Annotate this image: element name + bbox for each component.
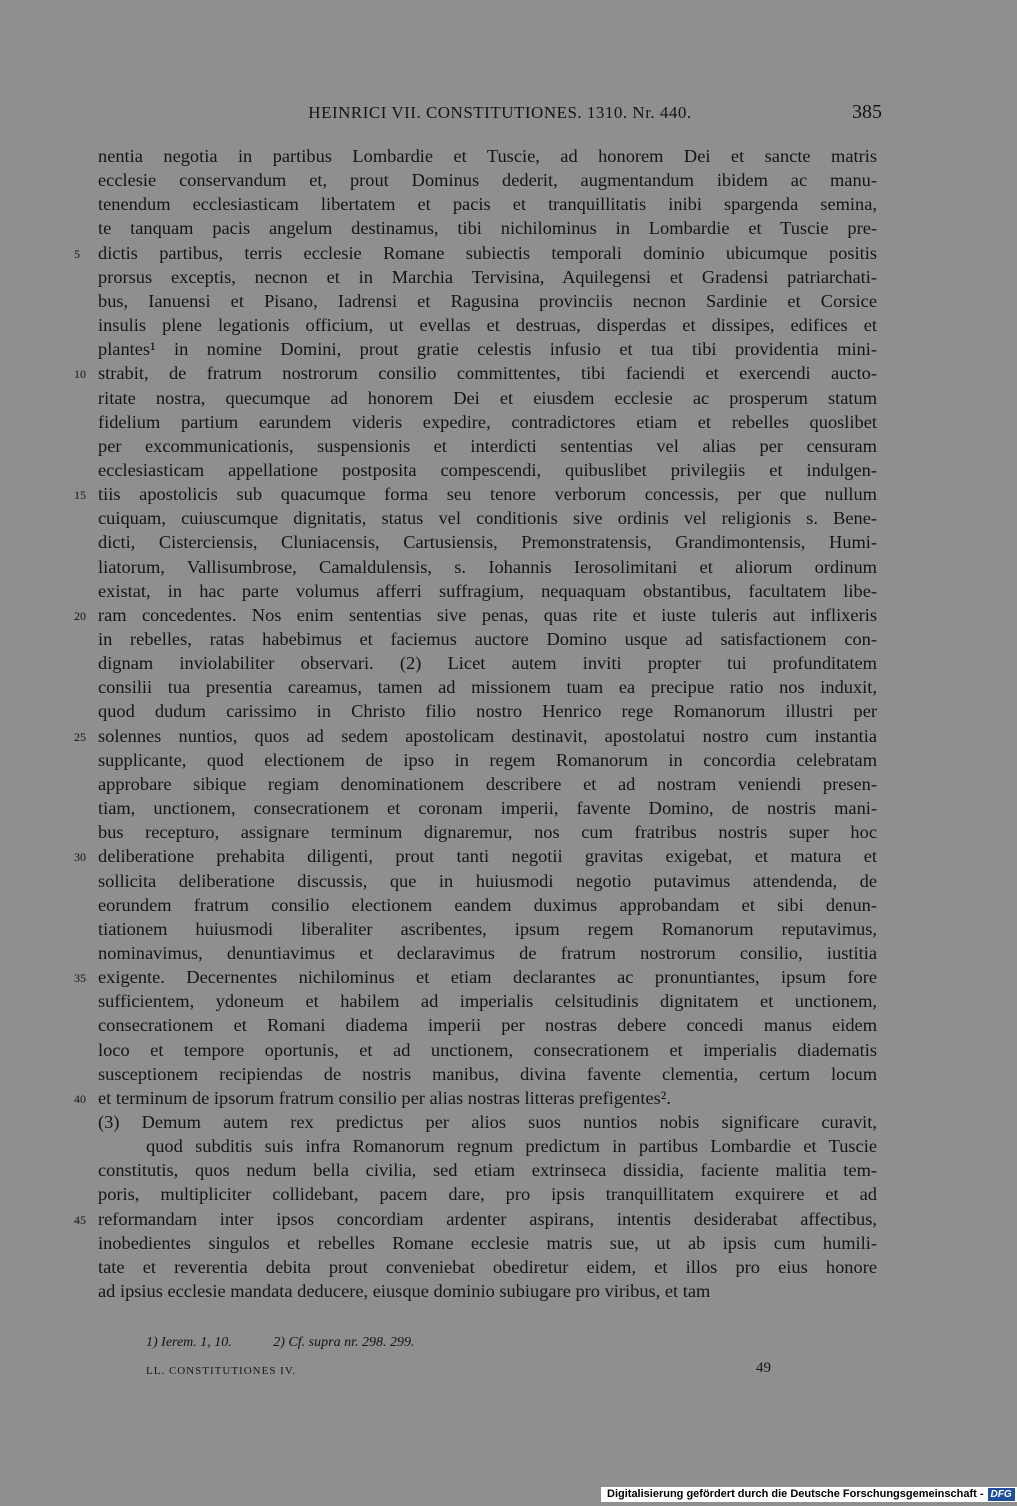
- line-number: 25: [74, 729, 86, 744]
- text-line: solennes nuntios, quos ad sedem apostolicam destinavit, apostolatui nostro cum instantia: [98, 725, 877, 746]
- text-line: consecrationem et Romani diadema imperii per nostras debere concedi manus eidem: [98, 1015, 877, 1036]
- footnotes: [146, 1335, 452, 1351]
- text-line: quod dudum carissimo in Christo filio nostro Henrico rege Romanorum illustri per: [98, 701, 877, 722]
- signature-number: 49: [756, 1360, 771, 1376]
- text-line: sufficientem, ydoneum et habilem ad imperialis celsitudinis dignitatem et unctionem,: [98, 991, 877, 1012]
- text-line: fidelium partium earundem videris expedire, contradictores etiam et rebelles quoslibet: [98, 411, 877, 432]
- text-line: reformandam inter ipsos concordiam ardenter aspirans, intentis desiderabat affectibus,: [98, 1208, 877, 1229]
- text-line: susceptionem recipiendas de nostris manibus, divina favente clementia, certum locum: [98, 1063, 877, 1084]
- text-line: bus recepturo, assignare terminum dignaremur, nos cum fratribus nostris super hoc: [98, 822, 877, 843]
- text-line: tiam, unctionem, consecrationem et coronam imperii, favente Domino, de nostris mani-: [98, 798, 877, 819]
- line-number: 40: [74, 1091, 86, 1106]
- text-line: tenendum ecclesiasticam libertatem et pacis et tranquillitatis inibi spargenda semina,: [98, 194, 877, 215]
- line-number: 20: [74, 608, 86, 623]
- footnote-1: 1) Ierem. 1, 10.: [146, 1335, 232, 1350]
- text-line: existat, in hac parte volumus afferri suffragium, nequaquam obstantibus, facultatem libe-: [98, 580, 877, 601]
- text-line: loco et tempore oportunis, et ad unctionem, consecrationem et imperialis diadematis: [98, 1039, 877, 1060]
- line-number: 30: [74, 850, 86, 865]
- text-line: ram concedentes. Nos enim sententias sive penas, quas rite et iuste tuleris aut inflixeris: [98, 604, 877, 625]
- text-line: nentia negotia in partibus Lombardie et Tuscie, ad honorem Dei et sancte matris: [98, 146, 877, 166]
- text-line: et terminum de ipsorum fratrum consilio per alias nostras litteras prefigentes².: [98, 1087, 671, 1108]
- text-line: tate et reverentia debita prout conveniebat obediretur eidem, et illos pro eius honore: [98, 1256, 877, 1277]
- text-line: constitutis, quos nedum bella civilia, sed etiam extrinseca dissidia, faciente malitia tem-: [98, 1160, 877, 1181]
- text-line: poris, multipliciter collidebant, pacem dare, pro ipsis tranquillitatem exquirere et ad: [98, 1184, 877, 1205]
- page-number: 385: [852, 101, 882, 123]
- funding-credit: [601, 1487, 1017, 1502]
- running-title: HEINRICI VII. CONSTITUTIONES. 1310. Nr. 440.: [308, 103, 692, 122]
- text-line: liatorum, Vallisumbrose, Camaldulensis, s. Iohannis Ierosolimitani et aliorum ordinum: [98, 556, 877, 577]
- text-line: approbare sibique regiam denominationem describere et ad nostram veniendi presen-: [98, 773, 877, 794]
- text-line: te tanquam pacis angelum destinamus, tibi nichilominus in Lombardie et Tuscie pre-: [98, 218, 877, 239]
- text-line: insulis plene legationis officium, ut evellas et destruas, disperdas et dissipes, edifices et: [98, 315, 877, 336]
- text-line: plantes¹ in nomine Domini, prout gratie celestis infusio et tua tibi providentia mini-: [98, 339, 877, 360]
- text-line: consilii tua presentia careamus, tamen ad missionem tuam ea precipue ratio nos induxit,: [98, 677, 877, 698]
- dfg-logo: DFG: [988, 1488, 1015, 1501]
- text-line: strabit, de fratrum nostrorum consilio committentes, tibi faciendi et exercendi aucto-: [98, 363, 877, 384]
- line-number: 35: [74, 971, 86, 986]
- text-line: dictis partibus, terris ecclesie Romane subiectis temporali dominio ubicumque positis: [98, 242, 877, 263]
- line-number: 45: [74, 1212, 86, 1227]
- text-line: tiationem huiusmodi liberaliter ascribentes, ipsum regem Romanorum reputavimus,: [98, 918, 877, 939]
- text-line: cuiquam, cuiuscumque dignitatis, status vel conditionis sive ordinis vel religionis s. Bene-: [98, 508, 877, 529]
- text-line: bus, Ianuensi et Pisano, Iadrensi et Ragusina provinciis necnon Sardinie et Corsice: [98, 290, 877, 311]
- text-line: quod subditis suis infra Romanorum regnum predictum in partibus Lombardie et Tuscie: [146, 1136, 877, 1157]
- text-line: dignam inviolabiliter observari. (2) Licet autem inviti propter tui profunditatem: [98, 653, 877, 674]
- credit-text: Digitalisierung gefördert durch die Deutsche Forschungsgemeinschaft -: [607, 1488, 984, 1500]
- signature-mark: LL. CONSTITUTIONES IV.: [146, 1365, 297, 1377]
- line-number: 10: [74, 367, 86, 382]
- text-line: per excommunicationis, suspensionis et interdicti sententias vel alias per censuram: [98, 435, 877, 456]
- line-number: 5: [74, 246, 80, 261]
- text-line: (3) Demum autem rex predictus per alios suos nuntios nobis significare curavit,: [98, 1112, 877, 1132]
- footnote-2: 2) Cf. supra nr. 298. 299.: [273, 1335, 415, 1350]
- text-line: in rebelles, ratas habebimus et faciemus auctore Domino usque ad satisfactionem con-: [98, 629, 877, 649]
- text-line: sollicita deliberatione discussis, que in huiusmodi negotio putavimus attendenda, de: [98, 870, 877, 891]
- text-line: supplicante, quod electionem de ipso in regem Romanorum in concordia celebratam: [98, 749, 877, 770]
- text-line: prorsus exceptis, necnon et in Marchia Tervisina, Aquilegensi et Gradensi patriarchati-: [98, 266, 877, 287]
- text-line: ecclesie conservandum et, prout Dominus dederit, augmentandum ibidem ac manu-: [98, 170, 877, 191]
- text-line: ecclesiasticam appellatione postposita compescendi, quibuslibet privilegiis et indulgen-: [98, 459, 877, 480]
- text-line: tiis apostolicis sub quacumque forma seu tenore verborum concessis, per que nullum: [98, 484, 877, 505]
- text-line: exigente. Decernentes nichilominus et etiam declarantes ac pronuntiantes, ipsum fore: [98, 967, 877, 988]
- text-line: deliberatione prehabita diligenti, prout tanti negotii gravitas exigebat, et matura et: [98, 846, 877, 867]
- text-line: nominavimus, denuntiavimus et declaravimus de fratrum nostrorum consilio, iustitia: [98, 942, 877, 963]
- text-line: dicti, Cisterciensis, Cluniacensis, Cartusiensis, Premonstratensis, Grandimontensis, Humi-: [98, 532, 877, 553]
- text-line: inobedientes singulos et rebelles Romane ecclesie matris sue, ut ab ipsis cum humili-: [98, 1232, 877, 1253]
- text-line: eorundem fratrum consilio electionem eandem duximus approbandam et sibi denun-: [98, 894, 877, 915]
- text-line: ritate nostra, quecumque ad honorem Dei et eiusdem ecclesie ac prosperum statum: [98, 387, 877, 408]
- text-line: ad ipsius ecclesie mandata deducere, eiusque dominio subiugare pro viribus, et tam: [98, 1281, 711, 1302]
- line-number: 15: [74, 488, 86, 503]
